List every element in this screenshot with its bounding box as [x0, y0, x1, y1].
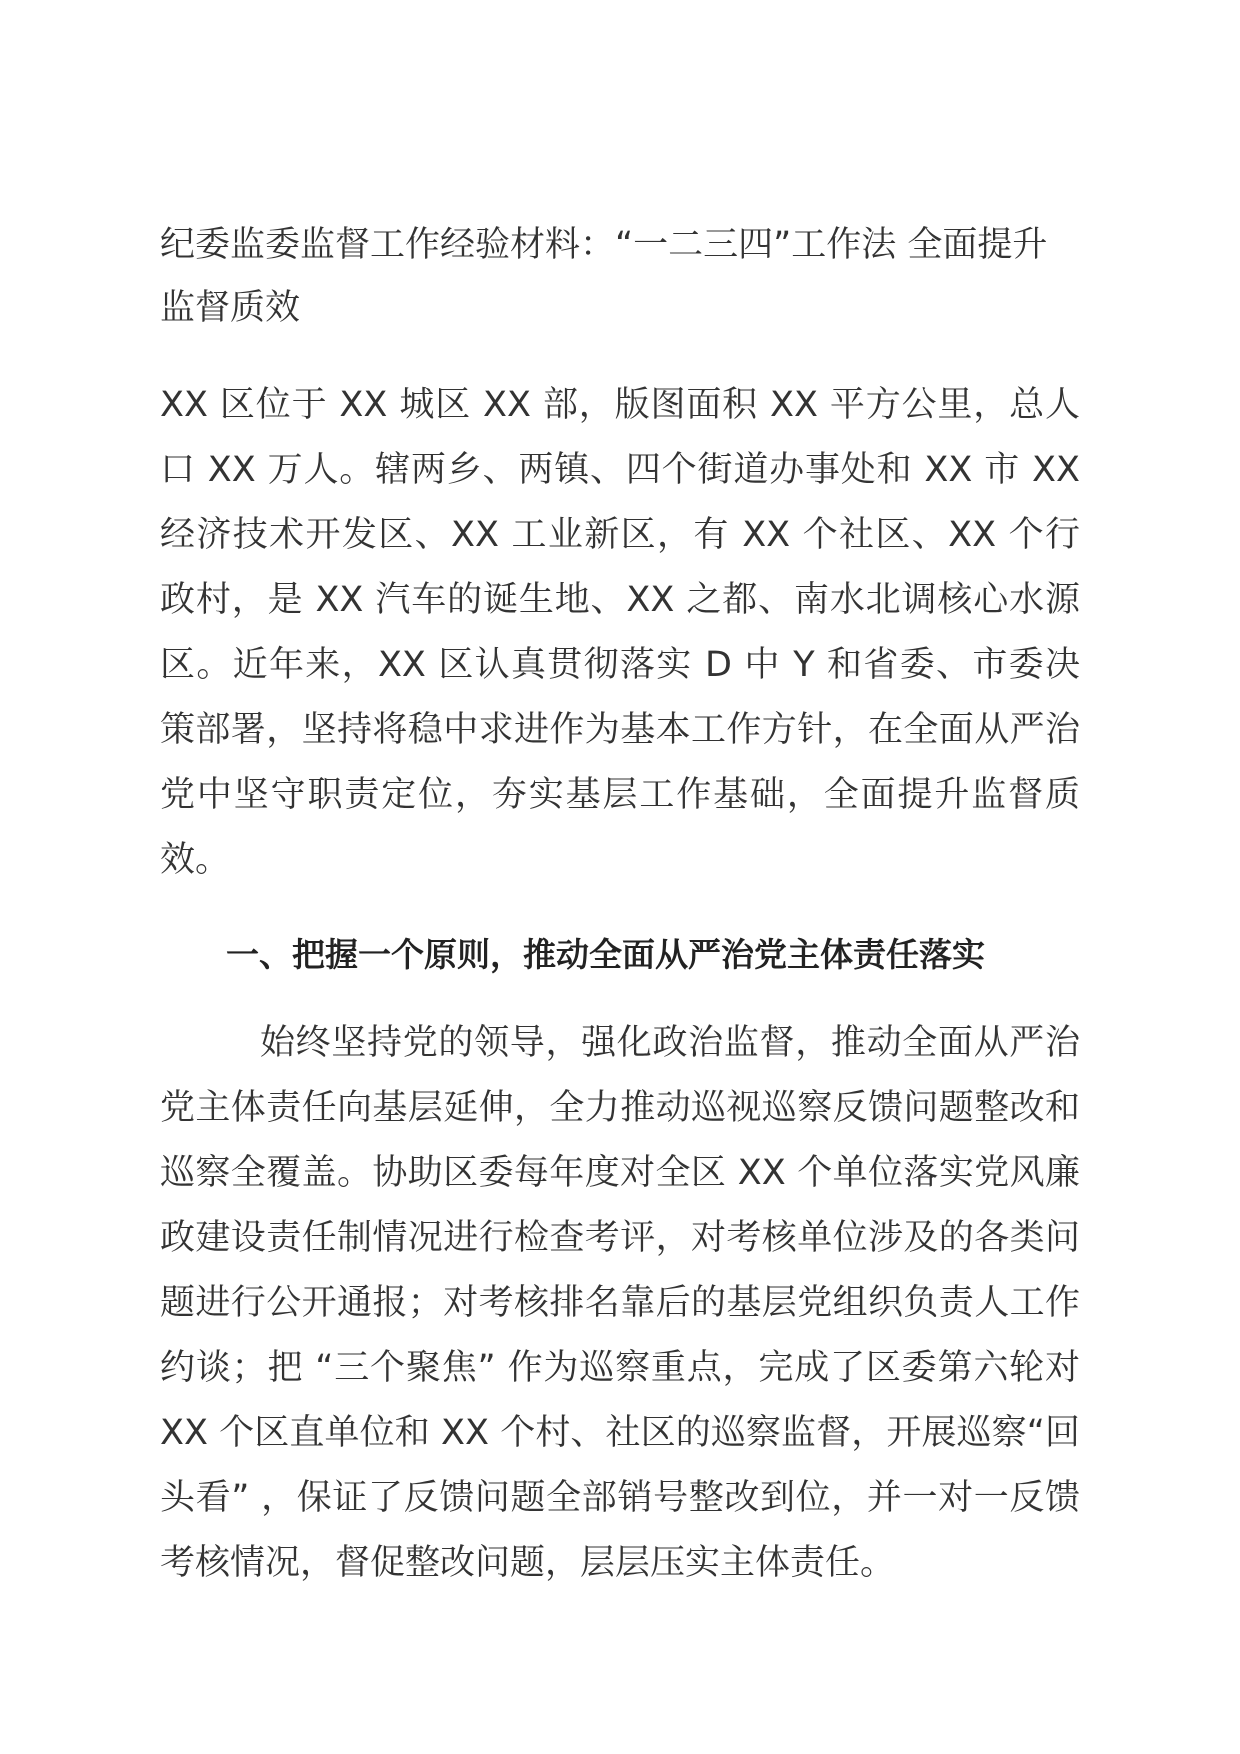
- document-title: 纪委监委监督工作经验材料：“一二三四”工作法 全面提升监督质效: [160, 225, 1048, 328]
- section-paragraph: 始终坚持党的领导，强化政治监督，推动全面从严治党主体责任向基层延伸，全力推动巡视巡察反馈问题整改和巡察全覆盖。协助区委每年度对全区 XX 个单位落实党风廉政建设责任制情况进行检查考评，对考核单位涉及的各类问题进行公开通报；对考核排名靠后的基层党组织负责人工作约谈；把 “三个聚焦” 作为巡察重点，完成了区委第六轮对 XX 个区直单位和 XX 个村、社区的巡察监督，开展巡察“回头看” ，保证了反馈问题全部销号整改到位，并一对一反馈考核情况，督促整改问题，层层压实主体责任。: [160, 1023, 1080, 1583]
- section-heading: 一、把握一个原则，推动全面从严治党主体责任落实: [226, 935, 985, 974]
- intro-paragraph: XX 区位于 XX 城区 XX 部，版图面积 XX 平方公里，总人口 XX 万人。辖两乡、两镇、四个街道办事处和 XX 市 XX 经济技术开发区、XX 工业新区，有 XX 个社区、XX 个行政村，是 XX 汽车的诞生地、XX 之都、南水北调核心水源区。近年来，XX 区认真贯彻落实 D 中 Y 和省委、市委决策部署，坚持将稳中求进作为基本工作方针，在全面从严治党中坚守职责定位，夯实基层工作基础，全面提升监督质效。: [160, 385, 1080, 880]
- document-content: [160, 214, 1080, 1596]
